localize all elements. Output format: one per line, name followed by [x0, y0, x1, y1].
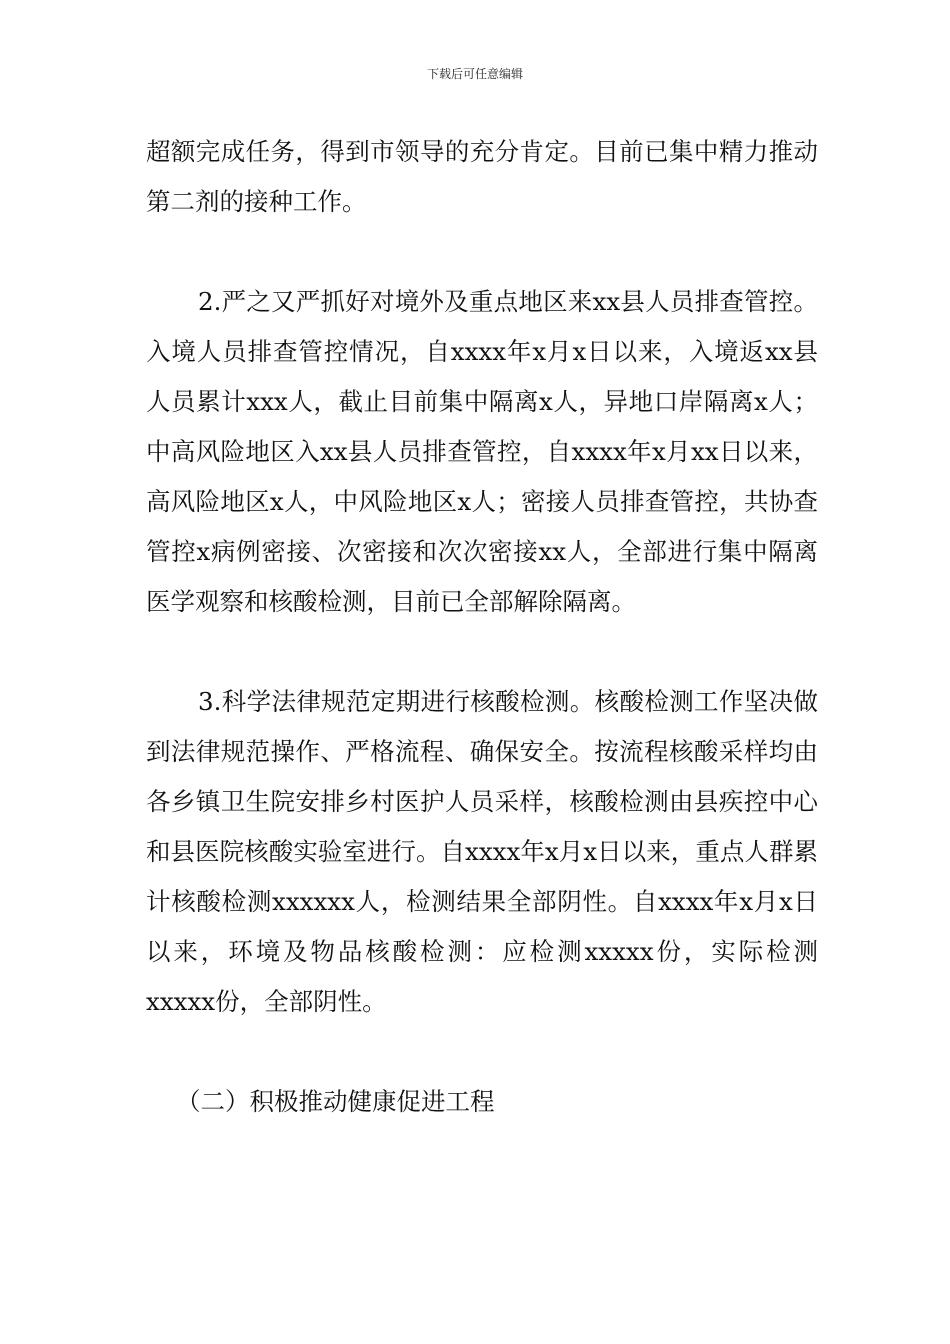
paragraph-continuation: 超额完成任务，得到市领导的充分肯定。目前已集中精力推动第二剂的接种工作。 — [146, 137, 818, 216]
paragraph-gap — [146, 1027, 818, 1077]
paragraph-gap — [146, 627, 818, 677]
paragraph-item-3: 3.科学法律规范定期进行核酸检测。核酸检测工作坚决做到法律规范操作、严格流程、确保安全。按流程核酸采样均由各乡镇卫生院安排乡村医护人员采样，核酸检测由县疾控中心和县医院核酸实验室进行。自xxxx年x月x日以来，重点人群累计核酸检测xxxxxx人，检测结果全部阴性。自xxxx年x月x日以来，环境及物品核酸检测：应检测xxxxx份，实际检测xxxxx份，全部阴性。 — [146, 687, 818, 1016]
paragraph-gap — [146, 227, 818, 277]
paragraph-item-2: 2.严之又严抓好对境外及重点地区来xx县人员排查管控。入境人员排查管控情况，自xxxx年x月x日以来，入境返xx县人员累计xxx人，截止目前集中隔离x人，异地口岸隔离x人；中高风险地区入xx县人员排查管控，自xxxx年x月xx日以来，高风险地区x人，中风险地区x人；密接人员排查管控，共协查管控x病例密接、次密接和次次密接xx人，全部进行集中隔离医学观察和核酸检测，目前已全部解除隔离。 — [146, 287, 818, 616]
section-heading: （二）积极推动健康促进工程 — [176, 1087, 495, 1116]
page-header: 下载后可任意编辑 — [426, 67, 523, 81]
document-body — [146, 127, 818, 1127]
